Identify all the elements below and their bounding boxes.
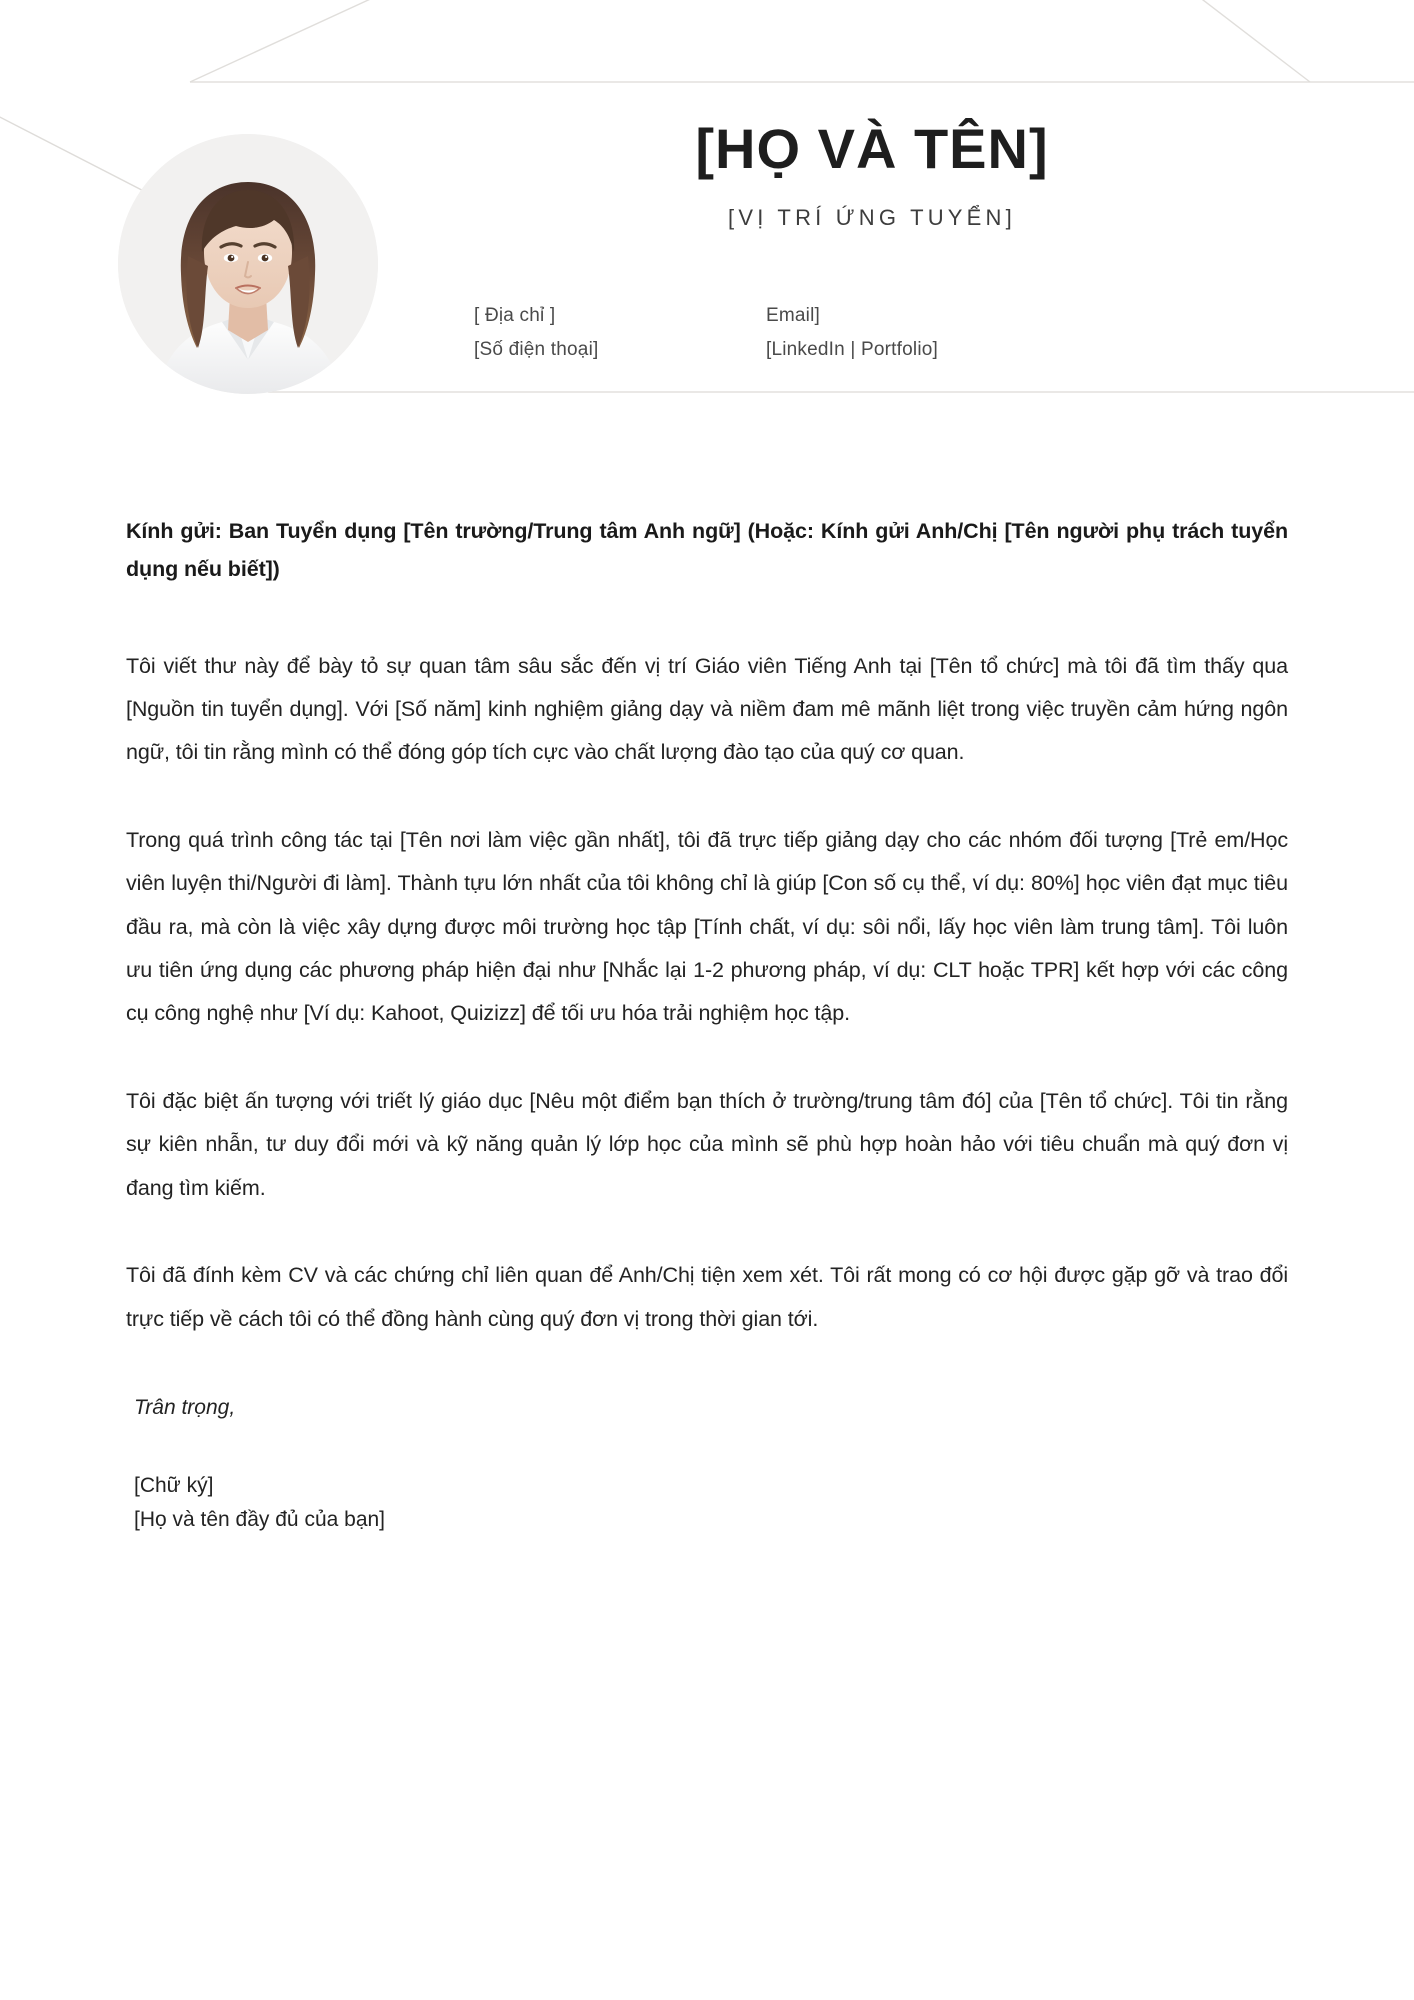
contact-column-right bbox=[766, 303, 938, 363]
avatar bbox=[118, 134, 378, 394]
closing-regards: Trân trọng, bbox=[134, 1396, 236, 1420]
avatar-wrap bbox=[118, 134, 438, 394]
paragraph-4: Tôi đã đính kèm CV và các chứng chỉ liên quan để Anh/Chị tiện xem xét. Tôi rất mong có cơ hội được gặp gỡ và trao đổi trực tiếp về cách tôi có thể đồng hành cùng quý đơn vị trong thời gian tới. bbox=[126, 1263, 1288, 1331]
header-text bbox=[438, 117, 1414, 363]
paragraph-1: Tôi viết thư này để bày tỏ sự quan tâm sâu sắc đến vị trí Giáo viên Tiếng Anh tại [Tên tổ chức] mà tôi đã tìm thấy qua [Nguồn tin tuyển dụng]. Với [Số năm] kinh nghiệm giảng dạy và niềm đam mê mãnh liệt trong việc truyền cảm hứng ngôn ngữ, tôi tin rằng mình có thể đóng góp tích cực vào chất lượng đào tạo của quý cơ quan. bbox=[126, 653, 1288, 765]
signature-block bbox=[126, 1469, 1288, 1537]
page-title: [HỌ VÀ TÊN] bbox=[695, 117, 1049, 180]
contact-address: [ Địa chỉ ] bbox=[474, 304, 556, 326]
signature-placeholder: [Chữ ký] bbox=[134, 1473, 214, 1497]
closing-block bbox=[126, 1391, 1288, 1425]
contact-phone: [Số điện thoại] bbox=[474, 339, 599, 361]
paragraph-2: Trong quá trình công tác tại [Tên nơi làm việc gần nhất], tôi đã trực tiếp giảng dạy cho các nhóm đối tượng [Trẻ em/Học viên luyện thi/Người đi làm]. Thành tựu lớn nhất của tôi không chỉ là giúp [Con số cụ thể, ví dụ: 80%] học viên đạt mục tiêu đầu ra, mà còn là việc xây dựng được môi trường học tập [Tính chất, ví dụ: sôi nổi, lấy học viên làm trung tâm]. Tôi luôn ưu tiên ứng dụng các phương pháp hiện đại như [Nhắc lại 1-2 phương pháp, ví dụ: CLT hoặc TPR] kết hợp với các công cụ công nghệ như [Ví dụ: Kahoot, Quizizz] để tối ưu hóa trải nghiệm học tập. bbox=[126, 827, 1288, 1026]
contact-column-left bbox=[474, 303, 766, 363]
contact-email: Email] bbox=[766, 304, 820, 326]
salutation: Kính gửi: Ban Tuyển dụng [Tên trường/Trung tâm Anh ngữ] (Hoặc: Kính gửi Anh/Chị [Tên người phụ trách tuyển dụng nếu biết]) bbox=[126, 519, 1288, 582]
portrait-photo bbox=[118, 134, 378, 394]
paragraph-3: Tôi đặc biệt ấn tượng với triết lý giáo dục [Nêu một điểm bạn thích ở trường/trung tâm đó] của [Tên tổ chức]. Tôi tin rằng sự kiên nhẫn, tư duy đổi mới và kỹ năng quản lý lớp học của mình sẽ phù hợp hoàn hảo với tiêu chuẩn mà quý đơn vị đang tìm kiếm. bbox=[126, 1088, 1288, 1200]
contact-block bbox=[460, 303, 1354, 363]
role-subtitle: [VỊ TRÍ ỨNG TUYỂN] bbox=[728, 204, 1016, 230]
contact-links[interactable]: [LinkedIn | Portfolio] bbox=[766, 339, 938, 361]
letter-body bbox=[0, 512, 1414, 1537]
letter-header bbox=[0, 0, 1414, 394]
signer-name-placeholder: [Họ và tên đầy đủ của bạn] bbox=[134, 1507, 386, 1531]
